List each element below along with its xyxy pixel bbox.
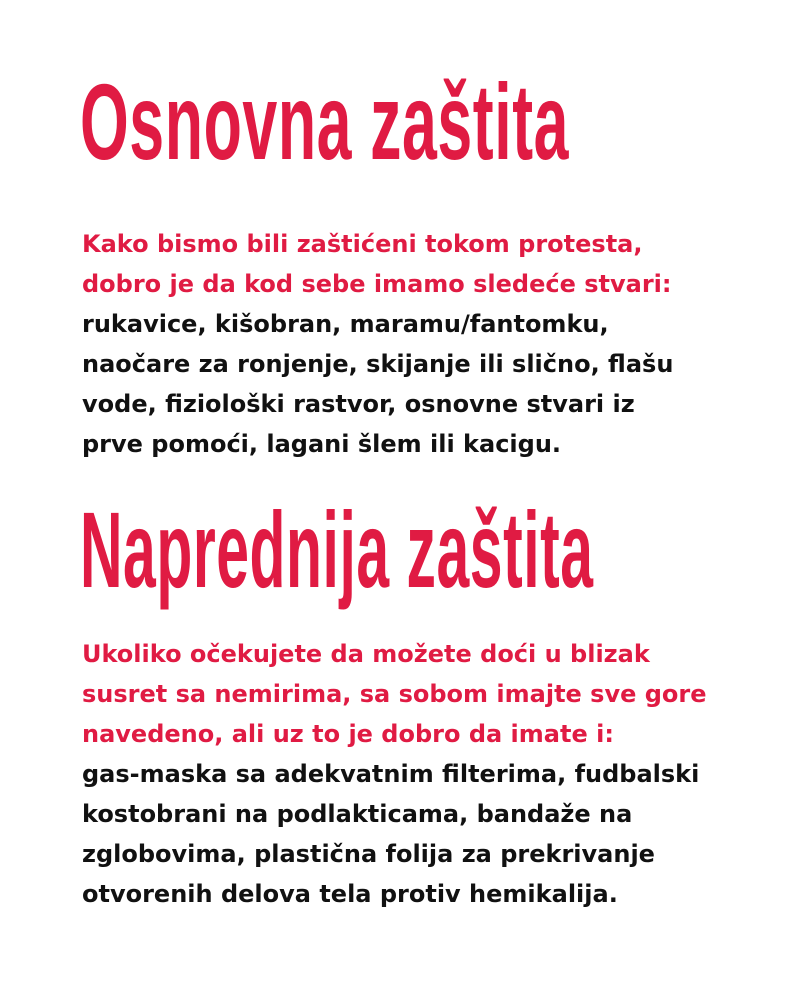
section-basic-list-line: vode, fiziološki rastvor, osnovne stvari iz bbox=[82, 390, 635, 418]
section-advanced-list-line: zglobovima, plastična folija za prekrivanje bbox=[82, 840, 655, 868]
section-advanced-list-line: kostobrani na podlakticama, bandaže na bbox=[82, 800, 633, 828]
section-basic-list-line: prve pomoći, lagani šlem ili kacigu. bbox=[82, 430, 562, 458]
section-basic-list-line: rukavice, kišobran, maramu/fantomku, bbox=[82, 310, 609, 338]
section-advanced-title: Naprednija zaštita bbox=[80, 489, 594, 610]
section-advanced-list-line: otvorenih delova tela protiv hemikalija. bbox=[82, 880, 618, 908]
section-advanced-intro-line: Ukoliko očekujete da možete doći u blizak bbox=[82, 640, 650, 668]
section-advanced-intro-line: navedeno, ali uz to je dobro da imate i: bbox=[82, 720, 614, 748]
section-basic-list-line: naočare za ronjenje, skijanje ili slično, flašu bbox=[82, 350, 674, 378]
section-advanced-paragraph bbox=[82, 634, 732, 914]
section-advanced-list-line: gas-maska sa adekvatnim filterima, fudbalski bbox=[82, 760, 700, 788]
section-advanced-intro-line: susret sa nemirima, sa sobom imajte sve gore bbox=[82, 680, 707, 708]
section-basic-intro-line: dobro je da kod sebe imamo sledeće stvari: bbox=[82, 270, 672, 298]
section-basic-title: Osnovna zaštita bbox=[80, 61, 570, 182]
section-basic-intro-line: Kako bismo bili zaštićeni tokom protesta, bbox=[82, 230, 643, 258]
section-basic-paragraph bbox=[82, 224, 732, 464]
